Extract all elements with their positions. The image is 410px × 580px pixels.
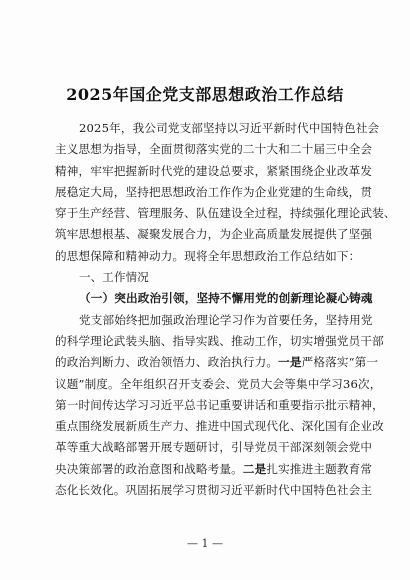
paragraph-line: 的科学理论武装头脑、指导实践、推动工作，切实增强党员干部 [55,333,384,348]
paragraph-text: 严格落实“第一 [301,355,379,370]
paragraph-text: 的政治判断力、政治领悟力、政治执行力。 [55,355,279,370]
paragraph-text: 扎实推进主题教育常 [266,461,373,476]
subsection-heading: （一）突出政治引领，坚持不懈用党的创新理论凝心铸魂 [79,291,373,306]
paragraph-line [55,459,373,480]
paragraph-line: 态化长效化。巩固拓展学习贯彻习近平新时代中国特色社会主 [55,483,373,498]
section-heading: 一、工作情况 [79,270,149,285]
paragraph-line: 党支部始终把加强政治理论学习作为首要任务，坚持用党 [79,312,373,327]
paragraph-line: 精神，牢牢把握新时代党的建设总要求，紧紧围绕企业改革发 [55,163,373,178]
document-title: 2025年国企党支部思想政治工作总结 [66,85,344,104]
paragraph-line: 的思想保障和精神动力。现将全年思想政治工作总结如下： [55,248,361,263]
bold-lead: 一是 [278,355,302,370]
paragraph-line: 议题”制度。全年组织召开支委会、党员大会等集中学习36次， [55,376,382,391]
bold-lead: 二是 [242,461,267,476]
paragraph-line [55,352,379,373]
document-body [55,118,396,501]
paragraph-line: 重点围绕发展新质生产力、推进中国式现代化、深化国有企业改 [55,419,384,434]
paragraph-line: 革等重大战略部署开展专题研讨，引导党员干部深刻领会党中 [55,440,373,455]
paragraph-line: 2025年，我公司党支部坚持以习近平新时代中国特色社会 [79,121,380,135]
paragraph-text: 央决策部署的政治意图和战略考量。 [55,461,243,476]
paragraph-line: 第一时间传达学习习近平总书记重要讲话和重要指示批示精神， [55,397,384,412]
paragraph-line: 穿于生产经营、管理服务、队伍建设全过程，持续强化理论武装、 [55,206,396,221]
page-number: — 1 — [187,537,223,550]
paragraph-line: 展稳定大局，坚持把思想政治工作作为企业党建的生命线，贯 [55,184,373,199]
paragraph-line: 筑牢思想根基、凝聚发展合力，为企业高质量发展提供了坚强 [55,227,373,242]
paragraph-line: 主义思想为指导，全面贯彻落实党的二十大和二十届三中全会 [55,142,373,157]
